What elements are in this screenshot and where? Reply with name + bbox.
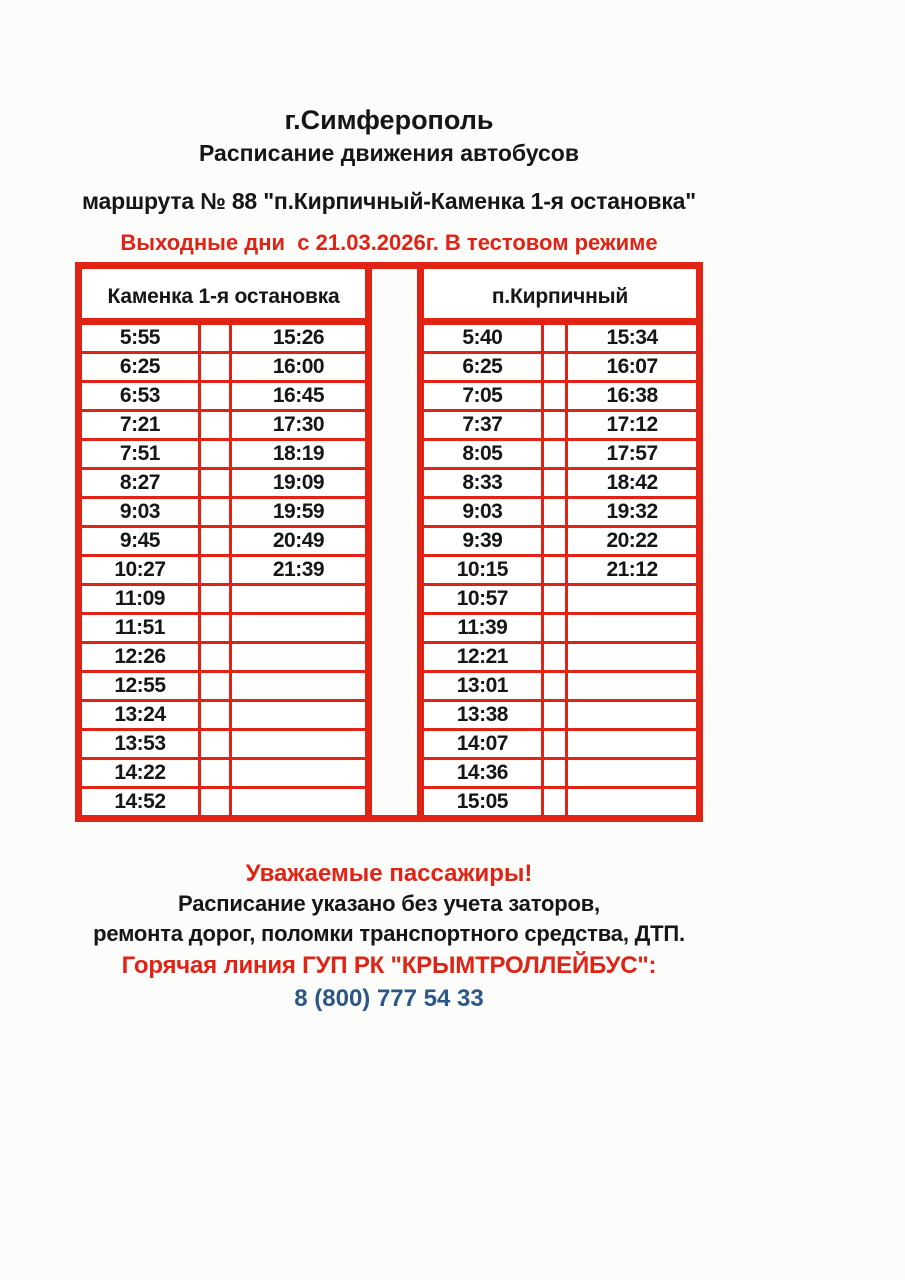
timetable-row [82, 354, 365, 383]
timetable-row [424, 586, 696, 615]
timetable-kamenka-title: Каменка 1-я остановка [82, 269, 365, 325]
departure-time-cell: 11:09 [82, 586, 201, 612]
departure-time-cell: 16:38 [606, 384, 658, 407]
timetable-row [82, 586, 365, 615]
departure-time-cell [568, 673, 696, 699]
departure-time-cell: 11:39 [424, 615, 544, 641]
timetable-row [82, 615, 365, 644]
hotline-label: Горячая линия ГУП РК "КРЫМТРОЛЛЕЙБУС": [121, 952, 657, 979]
spacer-cell [544, 731, 568, 757]
departure-time-cell: 6:25 [82, 354, 201, 380]
spacer-cell [201, 383, 232, 409]
spacer-cell [201, 354, 232, 380]
departure-time-cell: 6:25 [424, 354, 544, 380]
departure-time-cell: 19:32 [606, 500, 658, 523]
timetable-row [424, 789, 696, 815]
departure-time-cell: 9:03 [424, 499, 544, 525]
departure-time-cell [232, 644, 365, 670]
departure-time-cell: 15:26 [272, 326, 325, 349]
timetable-row [82, 644, 365, 673]
departure-time-cell: 16:45 [272, 384, 325, 407]
timetable-kamenka [75, 262, 372, 822]
spacer-cell [544, 325, 568, 351]
departure-time-cell: 8:27 [82, 470, 201, 496]
departure-time-cell: 5:40 [424, 325, 544, 351]
spacer-cell [544, 499, 568, 525]
timetable-row [424, 499, 696, 528]
timetable-row [424, 760, 696, 789]
departure-time-cell: 20:22 [606, 529, 658, 552]
route-title: маршрута № 88 "п.Кирпичный-Каменка 1-я остановка" [82, 188, 696, 214]
timetable-kamenka-body [82, 325, 365, 815]
departure-time-cell: 9:45 [82, 528, 201, 554]
departure-time-cell: 8:05 [424, 441, 544, 467]
departure-time-cell: 19:59 [272, 500, 325, 523]
departure-time-cell [568, 702, 696, 728]
spacer-cell [544, 557, 568, 583]
timetables [75, 262, 703, 822]
timetable-row [424, 528, 696, 557]
departure-time-cell [232, 789, 365, 815]
departure-time-cell: 17:30 [272, 413, 325, 436]
city-title: г.Симферополь [284, 105, 494, 135]
spacer-cell [201, 731, 232, 757]
departure-time-cell [568, 731, 696, 757]
document-content [75, 0, 703, 1015]
departure-time-cell: 14:22 [82, 760, 201, 786]
departure-time-cell: 10:15 [424, 557, 544, 583]
timetable-row [82, 470, 365, 499]
validity-note: Выходные дни с 21.03.2026г. В тестовом режиме [120, 230, 658, 255]
timetable-kirpichny-title: п.Кирпичный [424, 269, 696, 325]
departure-time-cell: 12:55 [82, 673, 201, 699]
departure-time-cell: 13:01 [424, 673, 544, 699]
spacer-cell [544, 441, 568, 467]
passenger-notice [75, 858, 703, 1015]
departure-time-cell: 18:19 [272, 442, 325, 465]
timetable-row [424, 731, 696, 760]
departure-time-cell [232, 702, 365, 728]
departure-time-cell [232, 586, 365, 612]
departure-time-cell: 13:24 [82, 702, 201, 728]
spacer-cell [544, 789, 568, 815]
spacer-cell [201, 644, 232, 670]
departure-time-cell: 12:21 [424, 644, 544, 670]
departure-time-cell [232, 673, 365, 699]
spacer-cell [201, 673, 232, 699]
spacer-cell [544, 412, 568, 438]
timetable-row [82, 528, 365, 557]
spacer-cell [201, 615, 232, 641]
timetable-row [82, 760, 365, 789]
spacer-cell [201, 499, 232, 525]
departure-time-cell [568, 644, 696, 670]
departure-time-cell: 15:34 [606, 326, 658, 349]
timetable-row [424, 325, 696, 354]
timetable-row [424, 702, 696, 731]
departure-time-cell [232, 760, 365, 786]
departure-time-cell: 16:00 [272, 355, 325, 378]
departure-time-cell: 17:57 [606, 442, 658, 465]
spacer-cell [544, 644, 568, 670]
timetable-row [424, 354, 696, 383]
timetable-kirpichny [417, 262, 703, 822]
spacer-cell [544, 760, 568, 786]
spacer-cell [201, 557, 232, 583]
timetable-row [82, 441, 365, 470]
notice-line-2: ремонта дорог, поломки транспортного средства, ДТП. [93, 921, 685, 946]
spacer-cell [201, 470, 232, 496]
departure-time-cell [232, 615, 365, 641]
departure-time-cell: 16:07 [606, 355, 658, 378]
timetable-row [424, 441, 696, 470]
departure-time-cell [568, 586, 696, 612]
departure-time-cell: 10:57 [424, 586, 544, 612]
departure-time-cell: 7:51 [82, 441, 201, 467]
timetable-row [82, 673, 365, 702]
departure-time-cell: 20:49 [272, 529, 325, 552]
timetable-row [424, 644, 696, 673]
departure-time-cell: 14:52 [82, 789, 201, 815]
spacer-cell [201, 789, 232, 815]
spacer-cell [544, 470, 568, 496]
spacer-cell [201, 702, 232, 728]
timetable-row [82, 412, 365, 441]
spacer-cell [544, 354, 568, 380]
spacer-cell [201, 412, 232, 438]
hotline-phone-number: 8 (800) 777 54 33 [294, 985, 484, 1012]
spacer-cell [201, 528, 232, 554]
departure-time-cell [568, 789, 696, 815]
departure-time-cell: 21:39 [272, 558, 325, 581]
tables-gap-strip [372, 262, 417, 822]
departure-time-cell: 11:51 [82, 615, 201, 641]
departure-time-cell: 7:37 [424, 412, 544, 438]
timetable-row [424, 383, 696, 412]
departure-time-cell: 12:26 [82, 644, 201, 670]
departure-time-cell: 15:05 [424, 789, 544, 815]
timetable-kirpichny-body [424, 325, 696, 815]
timetable-row [82, 499, 365, 528]
departure-time-cell: 8:33 [424, 470, 544, 496]
spacer-cell [544, 383, 568, 409]
departure-time-cell: 19:09 [272, 471, 325, 494]
departure-time-cell: 10:27 [82, 557, 201, 583]
departure-time-cell [568, 760, 696, 786]
spacer-cell [201, 760, 232, 786]
spacer-cell [544, 586, 568, 612]
timetable-row [424, 412, 696, 441]
timetable-row [424, 470, 696, 499]
notice-title: Уважаемые пассажиры! [245, 860, 533, 887]
departure-time-cell: 6:53 [82, 383, 201, 409]
timetable-row [82, 383, 365, 412]
departure-time-cell: 7:21 [82, 412, 201, 438]
departure-time-cell [568, 615, 696, 641]
departure-time-cell: 13:38 [424, 702, 544, 728]
departure-time-cell: 14:36 [424, 760, 544, 786]
timetable-row [82, 789, 365, 815]
departure-time-cell: 5:55 [82, 325, 201, 351]
departure-time-cell: 9:39 [424, 528, 544, 554]
spacer-cell [544, 528, 568, 554]
spacer-cell [544, 673, 568, 699]
departure-time-cell: 9:03 [82, 499, 201, 525]
document-title: Расписание движения автобусов [199, 140, 579, 166]
departure-time-cell: 18:42 [606, 471, 658, 494]
departure-time-cell: 13:53 [82, 731, 201, 757]
departure-time-cell: 7:05 [424, 383, 544, 409]
timetable-row [82, 557, 365, 586]
departure-time-cell: 17:12 [606, 413, 658, 436]
timetable-row [424, 673, 696, 702]
timetable-row [82, 702, 365, 731]
spacer-cell [544, 615, 568, 641]
departure-time-cell: 14:07 [424, 731, 544, 757]
timetable-row [424, 557, 696, 586]
spacer-cell [201, 586, 232, 612]
notice-line-1: Расписание указано без учета заторов, [178, 891, 600, 916]
timetable-row [424, 615, 696, 644]
timetable-row [82, 731, 365, 760]
spacer-cell [201, 325, 232, 351]
departure-time-cell: 21:12 [606, 558, 658, 581]
departure-time-cell [232, 731, 365, 757]
spacer-cell [544, 702, 568, 728]
spacer-cell [201, 441, 232, 467]
timetable-row [82, 325, 365, 354]
